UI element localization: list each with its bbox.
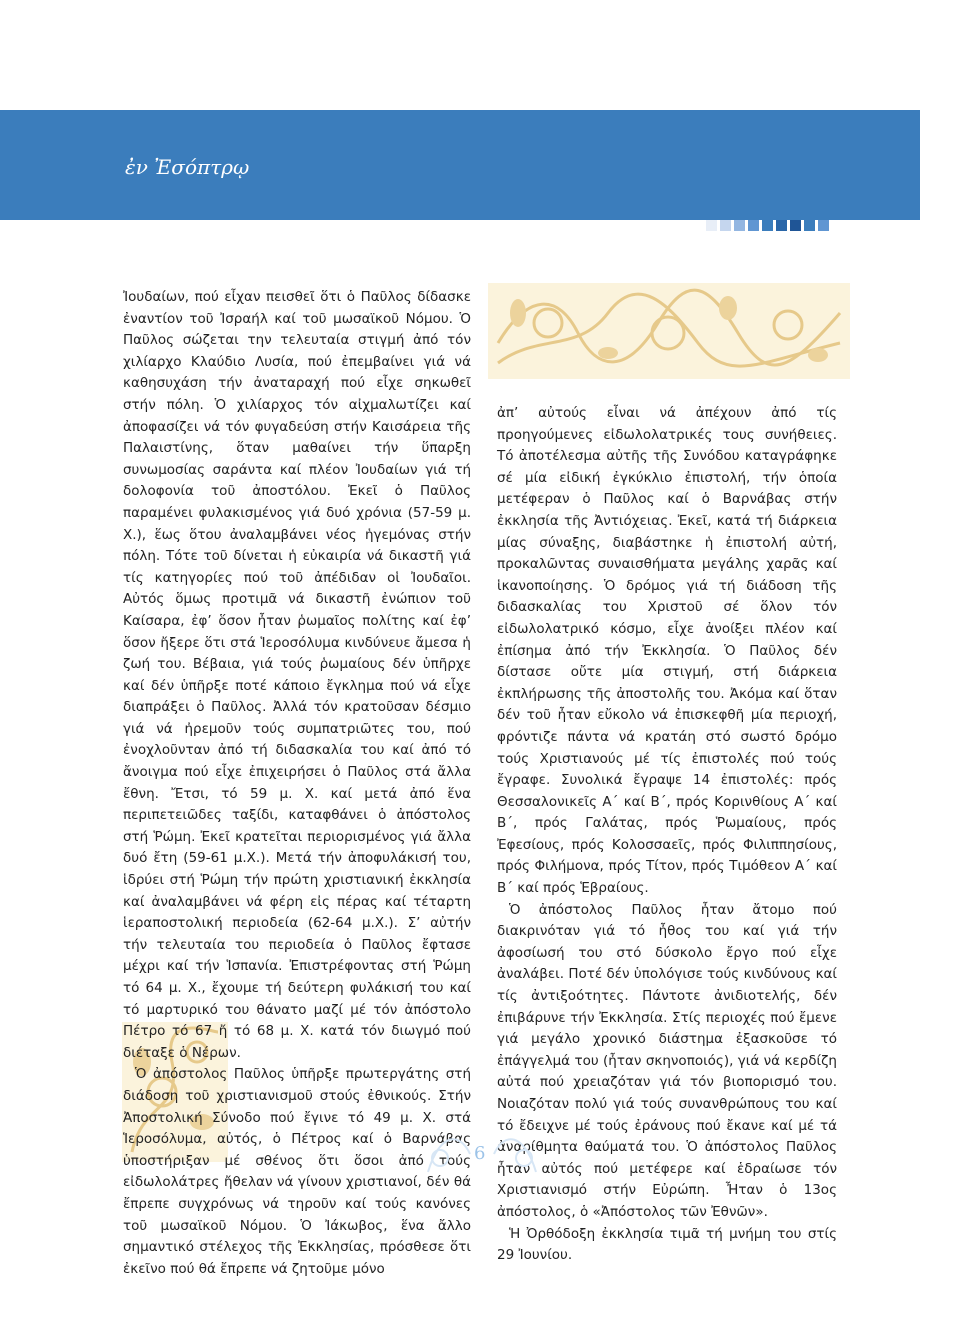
decorative-square <box>818 220 829 231</box>
floral-ornament-top <box>488 283 850 379</box>
decorative-squares <box>706 218 836 242</box>
decorative-square <box>804 220 815 231</box>
decorative-square <box>720 220 731 231</box>
paragraph: Ὁ ἀπόστολος Παῦλος ἦταν ἄτομο πού διακρινόταν γιά τό ἦθος του καί γιά τήν ἀφοσίωσή του στό δύσκολο ἔργο πού εἶχε ἀναλάβει. Ποτέ δέν ὑπολόγισε τούς κινδύνους καί τίς ἀντιξοότητες. Πάντοτε ἀνιδιοτελής, δέν ἐπιβάρυνε τήν Ἐκκλησία. Στίς περιοχές πού ἔμενε γιά μεγάλο χρονικό διάστημα ἐξασκοῦσε τό ἐπάγγελμά του (ἦταν σκηνοποιός), γιά νά κερδίζη αὐτά πού χρειαζόταν γιά τόν βιοπορισμό του. Νοιαζόταν πολύ γιά τούς συνανθρώπους του καί τό ἔδειχνε μέ τούς ἐράνους πού ἔκανε καί μέ τά ἀναρίθμητα θαύματά του. Ὁ ἀπόστολος Παῦλος ἦταν αὐτός πού μετέφερε καί ἑδραίωσε τόν Χριστιανισμό στήν Εὐρώπη. Ἦταν ὁ 13ος ἀπόστολος, ὁ «Ἀπόστολος τῶν Ἐθνῶν». <box>497 901 837 1220</box>
decorative-square <box>706 220 717 231</box>
page-number: 6 <box>474 1143 486 1164</box>
right-text-column <box>497 403 837 1267</box>
decorative-square <box>734 220 745 231</box>
paragraph: Ὁ ἀπόστολος Παῦλος ὑπῆρξε πρωτεργάτης στή διάδοση τοῦ χριστιανισμοῦ στούς ἐθνικούς. Στήν Ἀποστολική Σύνοδο πού ἔγινε τό 49 μ. Χ. στά Ἱεροσόλυμα, αὐτός, ὁ Πέτρος καί ὁ Βαρνάβας ὑποστήριξαν μέ σθένος ὅτι ὅσοι ἀπό τούς εἰδωλολάτρες ἤθελαν νά γίνουν χριστιανοί, δέν θά ἔπρεπε συγχρόνως νά τηροῦν καί τούς κανόνες τοῦ μωσαϊκοῦ Νόμου. Ὁ Ἰάκωβος, ἕνα ἄλλο σημαντικό στέλεχος τῆς Ἐκκλησίας, πρόσθεσε ὅτι ἐκεῖνο πού θά ἔπρεπε νά ζητοῦμε μόνο <box>123 1066 471 1277</box>
paragraph: Ἰουδαίων, πού εἶχαν πεισθεῖ ὅτι ὁ Παῦλος δίδασκε ἐναντίον τοῦ Ἰσραήλ καί τοῦ μωσαϊκοῦ Νόμου. Ὁ Παῦλος σώζεται την τελευταία στιγμή ἀπό τόν χιλίαρχο Κλαύδιο Λυσία, πού ἐπεμβαίνει γιά νά καθησυχάση τήν ἀναταραχή πού εἶχε σηκωθεῖ στήν πόλη. Ὁ χιλίαρχος τόν αἰχμαλωτίζει καί ἀποφασίζει νά τόν φυγαδεύση στήν Καισάρεια τῆς Παλαιστίνης, ὅταν μαθαίνει τήν ὕπαρξη συνωμοσίας σαράντα καί πλέον Ἰουδαίων γιά τή δολοφονία τοῦ ἀποστόλου. Ἐκεῖ ὁ Παῦλος παραμένει φυλακισμένος γιά δυό χρόνια (57-59 μ. Χ.), ἕως ὅτου ἀναλαμβάνει νέος ἡγεμόνας στήν πόλη. Τότε τοῦ δίνεται ἡ εὐκαιρία νά δικαστῆ γιά τίς κατηγορίες πού τοῦ ἀπέδιδαν οἱ Ἰουδαῖοι. Αὐτός ὅμως προτιμᾶ νά δικαστῆ ἐνώπιον τοῦ Καίσαρα, ἐφ’ ὅσον ἦταν ῥωμαῖος πολίτης καί ἐφ’ ὅσον ἤξερε ὅτι στά Ἱεροσόλυμα κινδύνευε ἄμεσα ἡ ζωή του. Βέβαια, γιά τούς ῥωμαίους δέν ὑπῆρχε καί δέν ὑπῆρξε ποτέ κάποιο ἔγκλημα πού νά εἶχε διαπράξει ὁ Παῦλος. Ἀλλά τόν κρατοῦσαν δέσμιο γιά νά ἠρεμοῦν τούς συμπατριῶτες του, πού ἐνοχλοῦνταν ἀπό τή διδασκαλία του καί ἀπό τό ἄνοιγμα πού εἶχε ἐπιχειρήσει ὁ Παῦλος στά ἄλλα ἔθνη. Ἔτσι, τό 59 μ. Χ. καί μετά ἀπό ἕνα περιπετειῶδες ταξίδι, καταφθάνει ὁ ἀπόστολος στή Ῥώμη. Ἐκεῖ κρατεῖται περιορισμένος γιά ἄλλα δυό ἔτη (59-61 μ.Χ.). Μετά τήν ἀποφυλάκισή του, ἱδρύει στή Ῥώμη τήν πρώτη χριστιανική ἐκκλησία καί ἀναλαμβάνει νά φέρη εἰς πέρας καί τέταρτη ἱεραποστολική περιοδεία (62-64 μ.Χ.). Σ’ αὐτήν τήν τελευταία του περιοδεία ὁ Παῦλος ἔφτασε μέχρι καί τήν Ἱσπανία. Ἐπιστρέφοντας στή Ῥώμη τό 64 μ. Χ., ἔχουμε τή δεύτερη φυλάκισή του καί τό μαρτυρικό του θάνατο μαζί μέ τόν ἀπόστολο Πέτρο τό 67 ἤ τό 68 μ. Χ. κατά τόν διωγμό πού διέταξε ὁ Νέρων. <box>123 289 471 1061</box>
magazine-section-title: ἐν Ἐσόπτρῳ <box>125 155 250 179</box>
decorative-square <box>748 220 759 231</box>
paragraph: Ἡ Ὀρθόδοξη ἐκκλησία τιμᾶ τή μνήμη του στίς 29 Ἰουνίου. <box>497 1225 837 1264</box>
paragraph: ἀπ’ αὐτούς εἶναι νά ἀπέχουν ἀπό τίς προηγούμενες εἰδωλολατρικές τους συνήθειες. Τό ἀποτέλεσμα αὐτῆς τῆς Συνόδου καταγράφηκε σέ μία εἰδική ἐγκύκλιο ἐπιστολή, τήν ὁποία μετέφεραν ὁ Παῦλος καί ὁ Βαρνάβας στήν ἐκκλησία τῆς Ἀντιόχειας. Ἐκεῖ, κατά τή διάρκεια μίας σύναξης, διαβάστηκε ἡ ἐπιστολή αὐτή, προκαλῶντας συναισθήματα μεγάλης χαρᾶς καί ἱκανοποίησης. Ὁ δρόμος γιά τή διάδοση τῆς διδασκαλίας του Χριστοῦ σέ ὅλον τόν εἰδωλολατρικό κόσμο, εἶχε ἀνοίξει πλέον καί ἐπίσημα ἀπό τήν Ἐκκλησία. Ὁ Παῦλος δέν δίστασε οὔτε μία στιγμή, στή διάρκεια ἐκπλήρωσης τῆς ἀποστολῆς του. Ἀκόμα καί ὅταν δέν τοῦ ἦταν εὔκολο νά ἐπισκεφθῆ μία περιοχή, φρόντιζε πάντα νά κρατάη στό σωστό δρόμο τούς Χριστιανούς μέ τίς ἐπιστολές πού τούς ἔγραφε. Συνολικά ἔγραψε 14 ἐπιστολές: πρός Θεσσαλονικεῖς Α΄ καί Β΄, πρός Κορινθίους Α΄ καί Β΄, πρός Γαλάτας, πρός Ῥωμαίους, πρός Ἐφεσίους, πρός Κολοσσαεῖς, πρός Φιλιππησίους, πρός Φιλήμονα, πρός Τίτον, πρός Τιμόθεον Α΄ καί Β΄ καί πρός Ἑβραίους. <box>497 405 837 897</box>
decorative-square <box>762 220 773 231</box>
decorative-square <box>776 220 787 231</box>
decorative-square <box>790 220 801 231</box>
left-text-column <box>123 287 471 1280</box>
